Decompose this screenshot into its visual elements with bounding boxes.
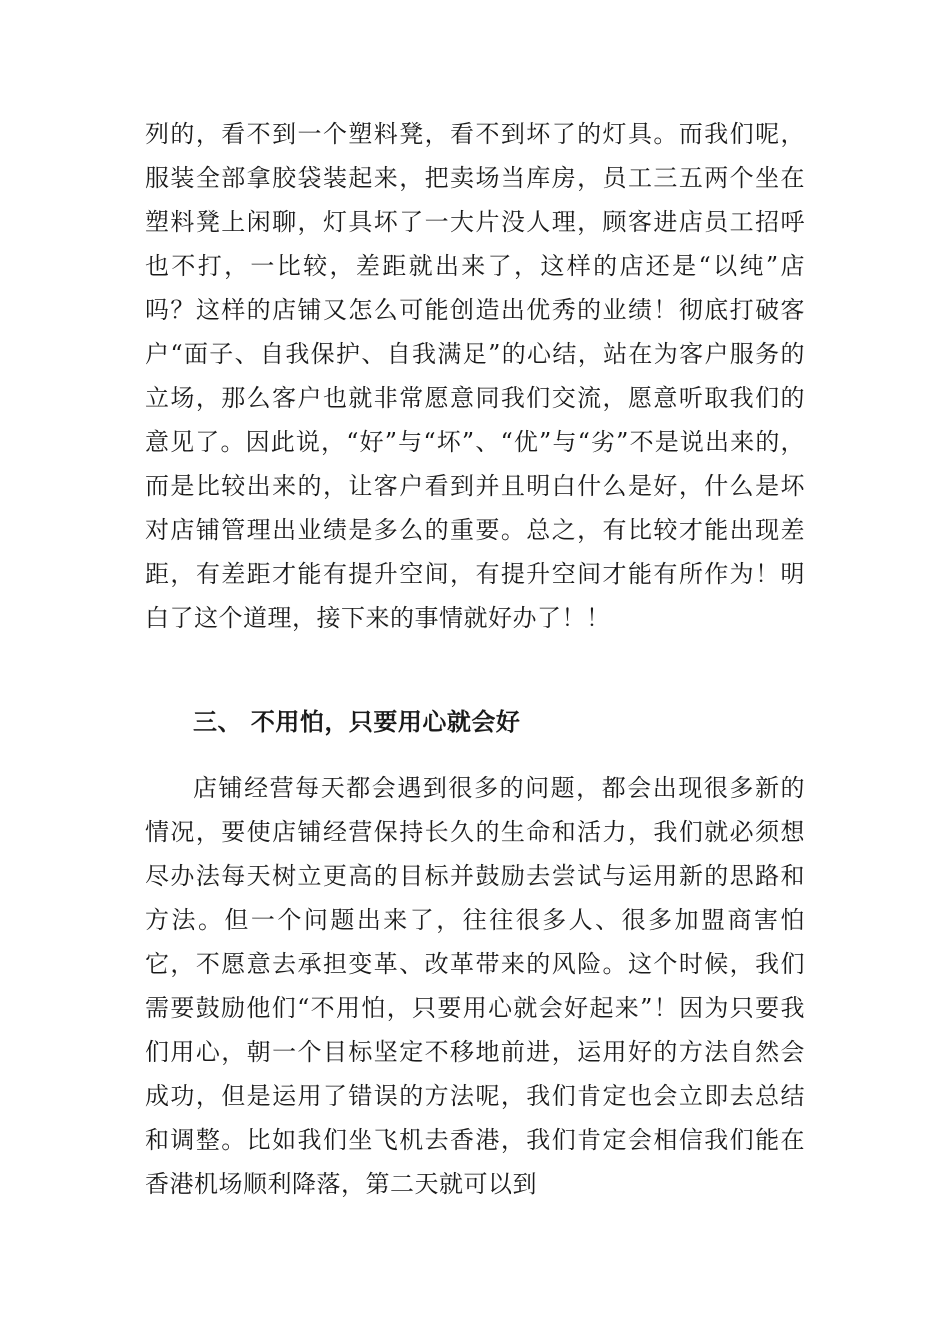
section-three-paragraph: 店铺经营每天都会遇到很多的问题，都会出现很多新的情况，要使店铺经营保持长久的生命和活力，我们就必须想尽办法每天树立更高的目标并鼓励去尝试与运用新的思路和方法。但一个问题出来了，往往很多人、很多加盟商害怕它，不愿意去承担变革、改革带来的风险。这个时候，我们需要鼓励他们“不用怕，只要用心就会好起来”！因为只要我们用心，朝一个目标坚定不移地前进，运用好的方法自然会成功，但是运用了错误的方法呢，我们肯定也会立即去总结和调整。比如我们坐飞机去香港，我们肯定会相信我们能在香港机场顺利降落，第二天就可以到 [145,774,805,1198]
section-heading: 三、 不用怕，只要用心就会好 [193,708,521,736]
continued-paragraph: 列的，看不到一个塑料凳，看不到坏了的灯具。而我们呢，服装全部拿胶袋装起来，把卖场当库房，员工三五两个坐在塑料凳上闲聊，灯具坏了一大片没人理，顾客进店员工招呼也不打，一比较，差距就出来了，这样的店还是“以纯”店吗？这样的店铺又怎么可能创造出优秀的业绩！彻底打破客户“面子、自我保护、自我满足”的心结，站在为客户服务的立场，那么客户也就非常愿意同我们交流，愿意听取我们的意见了。因此说，“好”与“坏”、“优”与“劣”不是说出来的，而是比较出来的，让客户看到并且明白什么是好，什么是坏对店铺管理出业绩是多么的重要。总之，有比较才能出现差距，有差距才能有提升空间，有提升空间才能有所作为！明白了这个道理，接下来的事情就好办了！！ [145,120,805,632]
